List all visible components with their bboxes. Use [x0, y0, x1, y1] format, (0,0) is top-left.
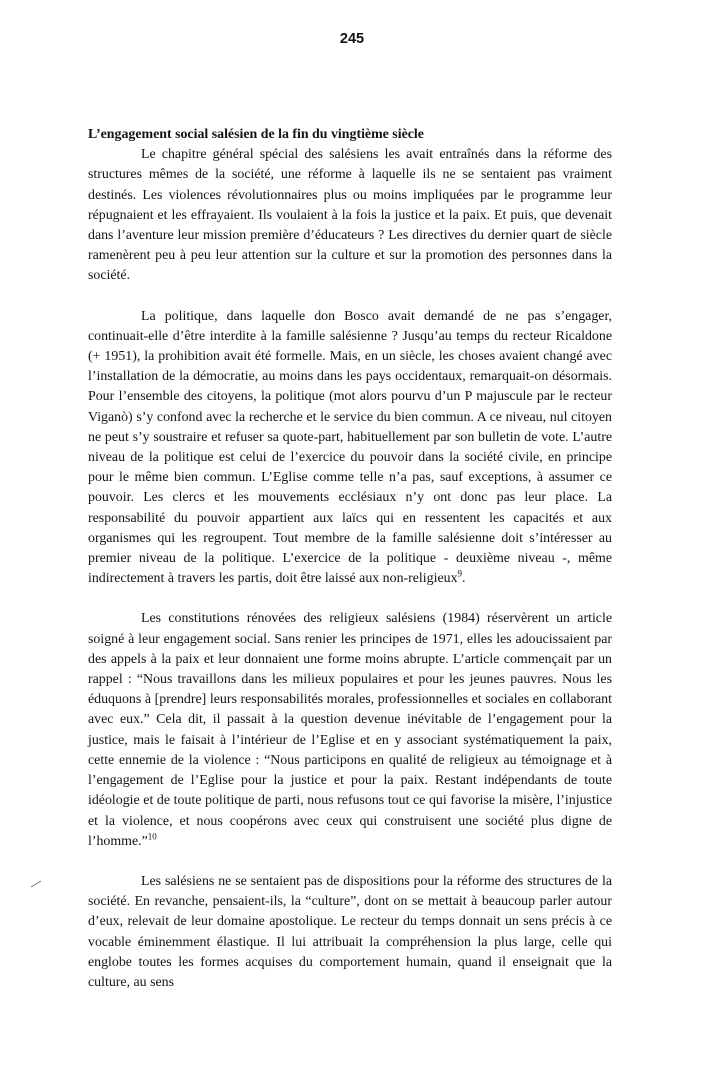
- paragraph-1: [88, 145, 612, 286]
- paragraph-3: [88, 609, 612, 851]
- footnote-ref-10[interactable]: 10: [147, 831, 157, 842]
- paragraph-2-text: La politique, dans laquelle don Bosco avait demandé de ne pas s’engager, continuait-elle d’être interdite à la famille salésienne ? Jusqu’au temps du recteur Ricaldone (+ 1951), la prohibition avait été formelle. Mais, en un siècle, les choses avaient changé avec l’installation de la démocratie, au moins dans les pays occidentaux, remarquait-on désormais. Pour l’ensemble des citoyens, la politique (mot alors pourvu d’un P majuscule par le recteur Viganò) s’y confond avec la recherche et le service du bien commun. A ce niveau, nul citoyen ne peut s’y soustraire et refuser sa quote-part, habituellement par son bulletin de vote. L’autre niveau de la politique est celui de l’exercice du pouvoir dans la société civile, en principe pour le même bien commun. L’Eglise comme telle n’a pas, sauf exceptions, à assumer ce pouvoir. Les clercs et les mouvements ecclésiaux n’y ont donc pas leur place. La responsabilité du pouvoir appartient aux laïcs qui en ressentent les capacités et aux organismes qui les regroupent. Tout membre de la famille salésienne doit s’intéresser au premier niveau de la politique. L’exercice de la politique - deuxième niveau -, même indirectement à travers les partis, doit être laissé aux non-religieux: [88, 308, 612, 587]
- paragraph-4: [88, 872, 612, 993]
- page-body: [88, 125, 612, 993]
- paragraph-3-text: Les constitutions rénovées des religieux salésiens (1984) réservèrent un article soigné à leur engagement social. Sans renier les principes de 1971, elles les adoucissaient par des appels à la paix et leur donnaient une forme moins abrupte. L’article commençait par un rappel : “Nous travaillons dans les milieux populaires et pour les jeunes pauvres. Nous les éduquons à [prendre] leurs responsabilités morales, professionnelles et sociales en collaborant avec eux.” Cela dit, il passait à la question devenue inévitable de l’engagement pour la justice, mais le faisait à l’intérieur de l’Eglise et en y associant systématiquement la paix, cette ennemie de la violence : “Nous participons en qualité de religieux au témoignage et à l’engagement de l’Eglise pour la justice et pour la paix. Restant indépendants de toute idéologie et de toute politique de parti, nous refusons tout ce qui favorise la misère, l’injustice et la violence, et nous coopérons avec ceux qui construisent une société plus digne de l’homme.”: [88, 611, 612, 849]
- footnote-ref-9[interactable]: 9: [457, 568, 463, 579]
- margin-pencil-mark-icon: [30, 880, 42, 888]
- page-number: 245: [339, 31, 365, 47]
- paragraph-1-text: Le chapitre général spécial des salésiens les avait entraînés dans la réforme des structures mêmes de la société, une réforme à laquelle ils ne se sentaient pas vraiment destinés. Les violences révolutionnaires plus ou moins impliquées par le programme leur répugnaient et les effrayaient. Ils voulaient à la fois la justice et la paix. Et puis, que devenait dans l’aventure leur mission première d’éducateurs ? Les directives du dernier quart de siècle ramenèrent peu à peu leur attention sur la culture et sur la promotion des personnes dans la société.: [88, 147, 612, 284]
- section-heading: L’engagement social salésien de la fin du vingtième siècle: [88, 127, 424, 142]
- paragraph-4-text: Les salésiens ne se sentaient pas de dispositions pour la réforme des structures de la société. En revanche, pensaient-ils, la “culture”, dont on se mettait à beaucoup parler autour d’eux, relevait de leur domaine apostolique. Le recteur du temps donnait un sens précis à ce vocable éminemment élastique. Il lui attribuait la compréhension la plus large, celle qui englobe toutes les formes acquises du comportement humain, quand il enseignait que la culture, au sens: [88, 873, 612, 990]
- paragraph-2: La politique, dans laquelle don Bosco avait demandé de ne pas s’engager, continuait-elle d’être interdite à la famille salésienne ? Jusqu’au temps du recteur Ricaldone (+ 1951), la prohibition avait été formelle. Mais, en un siècle, les choses avaient changé avec l’installation de la démocratie, au moins dans les pays occidentaux, remarquait-on désormais. Pour l’ensemble des citoyens, la politique (mot alors pourvu d’un P majuscule par le recteur Viganò) s’y confond avec la recherche et le service du bien commun. A ce niveau, nul citoyen ne peut s’y soustraire et refuser sa quote-part, habituellement par son bulletin de vote. L’autre niveau de la politique est celui de l’exercice du pouvoir dans la société civile, en principe pour le même bien commun. L’Eglise comme telle n’a pas, sauf exceptions, à assumer ce pouvoir. Les clercs et les mouvements ecclésiaux n’y ont donc pas leur place. La responsabilité du pouvoir appartient aux laïcs qui en ressentent les capacités et aux organismes qui les regroupent. Tout membre de la famille salésienne doit s’intéresser au premier niveau de la politique. L’exercice de la politique - deuxième niveau -, même indirectement à travers les partis, doit être laissé aux non-religieux$^9$.: [88, 308, 612, 587]
